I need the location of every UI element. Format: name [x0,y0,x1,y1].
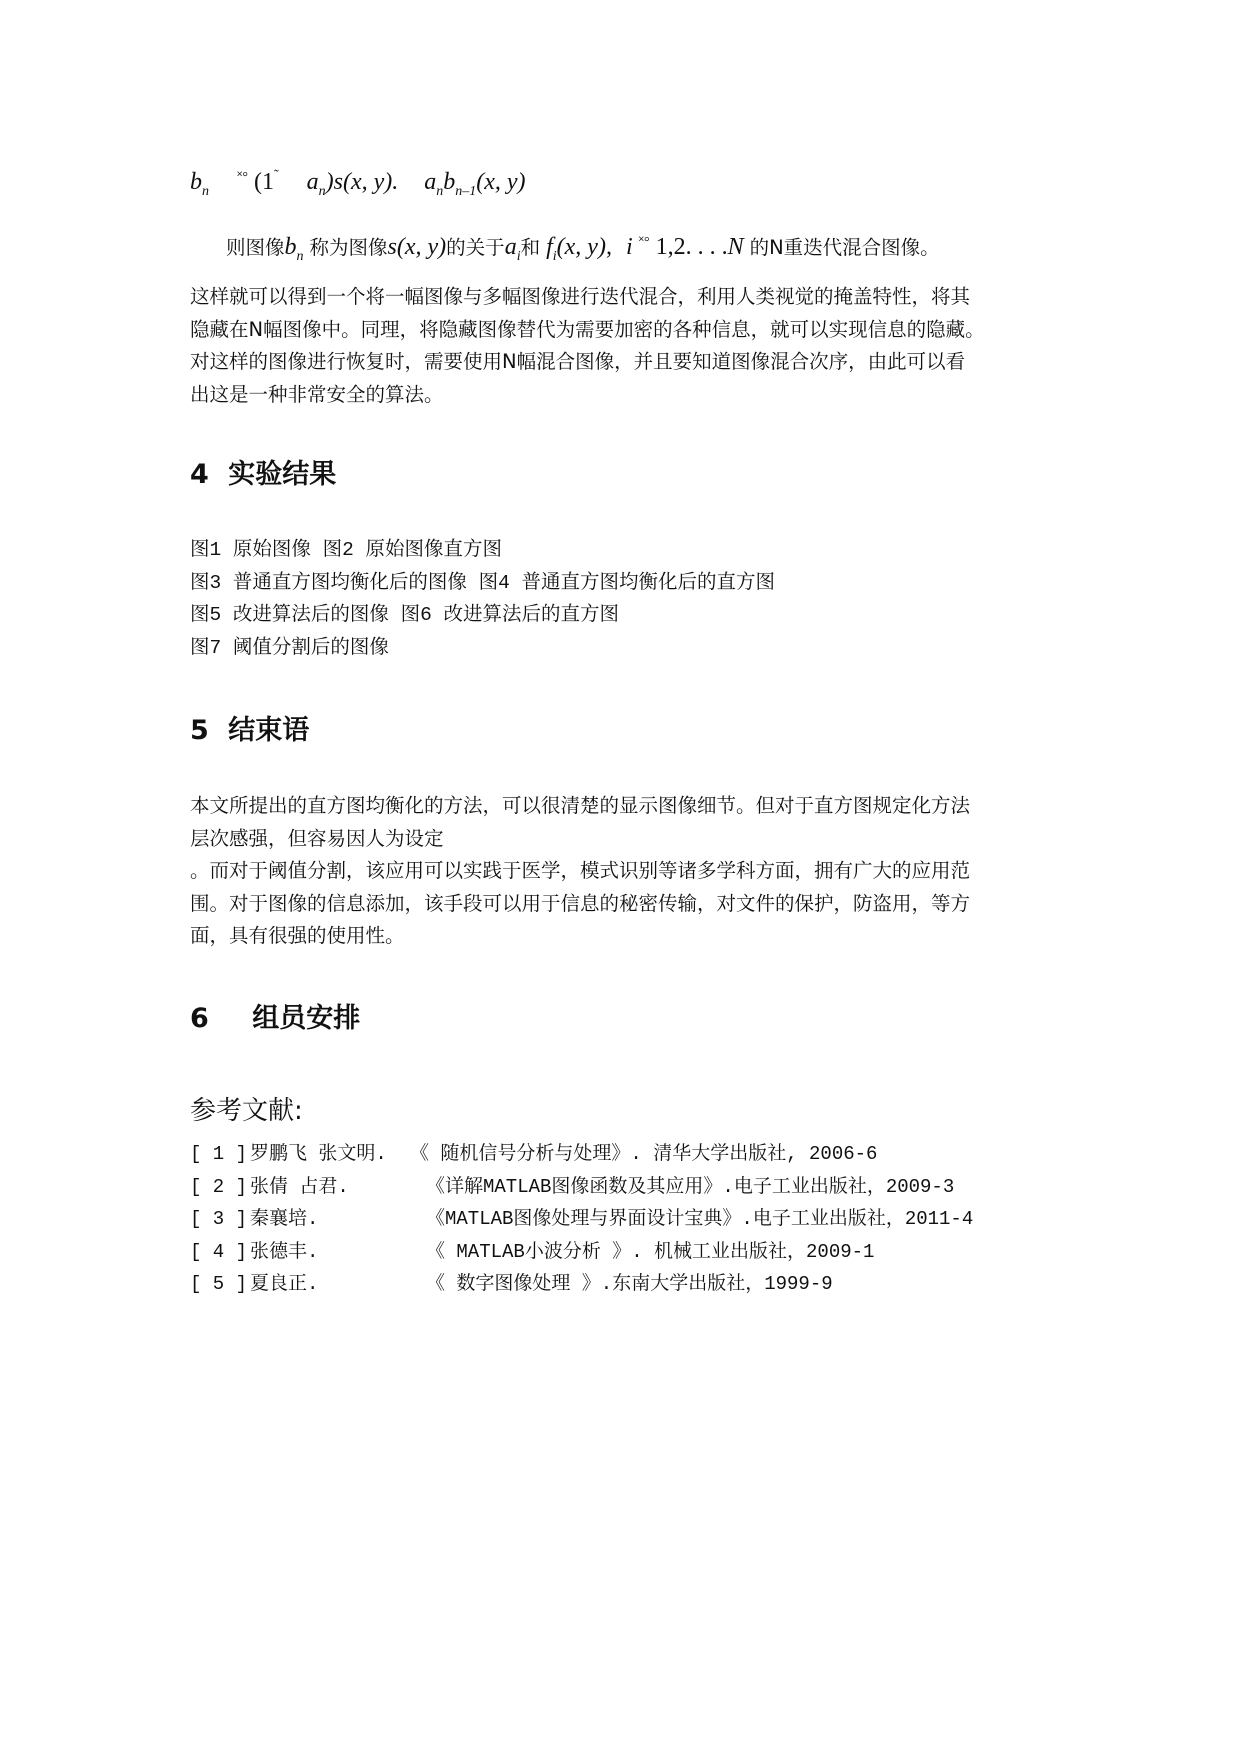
definition-a-subscript: i [516,249,521,264]
paragraph-line: 对这样的图像进行恢复时，需要使用N幅混合图像，并且要知道图像混合次序，由此可以看 [190,350,966,373]
formula-a-subscript: n [318,184,326,199]
definition-a: a [504,234,517,260]
formula-b2: b [443,169,456,195]
references-title: 参考文献: [190,1096,303,1126]
reference-author: 罗鹏飞 张文明. [250,1143,387,1165]
formula-b2-subscript: n [455,184,463,199]
definition-i: i [625,234,633,260]
paragraph-line: 层次感强，但容易因人为设定 [190,826,444,850]
definition-f: f [546,234,553,260]
formula-b: b [190,169,202,195]
reference-source: 《 数字图像处理 》.东南大学出版社，1999-9 [426,1273,833,1295]
definition-text-1: 则图像 [226,236,285,259]
definition-f-subscript: i [552,249,557,264]
reference-source: 《MATLAB图像处理与界面设计宝典》.电子工业出版社，2011-4 [426,1208,974,1230]
formula-a: a [306,169,319,195]
formula-b-subscript: n [202,184,209,199]
section-number: 5 [190,715,209,746]
definition-text-4: 和 [520,236,541,259]
definition-b-subscript: n [296,249,304,264]
paragraph-line: 面，具有很强的使用性。 [190,924,405,947]
section-heading-4 [190,452,336,491]
paragraph-hiding-explanation [190,281,1070,411]
reference-index: [ 3 ] [190,1208,248,1230]
definition-equals: ˟° [638,235,650,250]
formula-equals: ˟° [237,170,248,185]
section-title: 组员安排 [252,1003,361,1034]
figure-caption-line: 图7 阈值分割后的图像 [190,636,389,659]
reference-index: [ 2 ] [190,1175,248,1198]
figure-caption-line: 图5 改进算法后的图像 图6 改进算法后的直方图 [190,604,620,626]
reference-index: [ 4 ] [190,1240,248,1263]
definition-b: b [284,234,297,260]
reference-source: 《详解MATLAB图像函数及其应用》.电子工业出版社，2009-3 [426,1175,955,1198]
section-title: 实验结果 [228,459,337,490]
section-heading-6 [190,996,360,1035]
formula-minus: ˜ [273,168,279,183]
reference-author: 张倩 占君. [250,1175,349,1198]
definition-N: N [727,234,744,260]
section-heading-5 [190,708,309,747]
reference-source: 《 MATLAB小波分析 》. 机械工业出版社，2009-1 [426,1240,875,1263]
definition-fxy: (x, y), [556,234,612,260]
paragraph-line: 隐藏在N幅图像中。同理，将隐藏图像替代为需要加密的各种信息，就可以实现信息的隐藏。 [190,317,985,341]
formula-definition [226,232,940,265]
paragraph-line: 本文所提出的直方图均衡化的方法，可以很清楚的显示图像细节。但对于直方图规定化方法 [190,794,971,817]
definition-s: s(x, y) [387,234,447,260]
reference-author: 秦襄培. [250,1208,319,1230]
figure-caption-line: 图1 原始图像 图2 原始图像直方图 [190,539,503,561]
reference-index: [ 5 ] [190,1273,248,1295]
formula-iterative-blend [190,168,526,200]
formula-a2: a [424,169,437,195]
formula-tail: (x, y) [476,169,526,195]
reference-index: [ 1 ] [190,1143,248,1165]
paragraph-line: 这样就可以得到一个将一幅图像与多幅图像进行迭代混合，利用人类视觉的掩盖特性，将其 [190,285,971,308]
paragraph-line: 出这是一种非常安全的算法。 [190,382,444,406]
paragraph-line: 。而对于阈值分割，该应用可以实践于医学，模式识别等诸多学科方面，拥有广大的应用范 [190,859,971,882]
section-number: 4 [190,459,209,490]
formula-b2-subscript-minus: –1 [462,184,477,199]
reference-source: 《 随机信号分析与处理》. 清华大学出版社, 2006-6 [410,1143,878,1165]
reference-author: 夏良正. [250,1273,319,1295]
figure-caption-line: 图3 普通直方图均衡化后的图像 图4 普通直方图均衡化后的直方图 [190,571,776,594]
definition-text-5: 的N重迭代混合图像。 [749,236,940,259]
formula-s-term: )s(x, y). [325,169,399,195]
definition-text-3: 的关于 [446,236,505,259]
reference-author: 张德丰. [250,1240,319,1263]
figure-list [190,534,775,664]
paragraph-line: 围。对于图像的信息添加，该手段可以用于信息的秘密传输，对文件的保护，防盗用，等方 [190,891,971,915]
definition-text-2: 称为图像 [309,236,388,259]
formula-open: (1 [253,169,274,195]
definition-sequence: 1,2. . . . [655,234,728,260]
paragraph-conclusion [190,790,1070,953]
section-number: 6 [190,1003,209,1034]
formula-a2-subscript: n [436,184,444,199]
section-title: 结束语 [228,715,310,746]
